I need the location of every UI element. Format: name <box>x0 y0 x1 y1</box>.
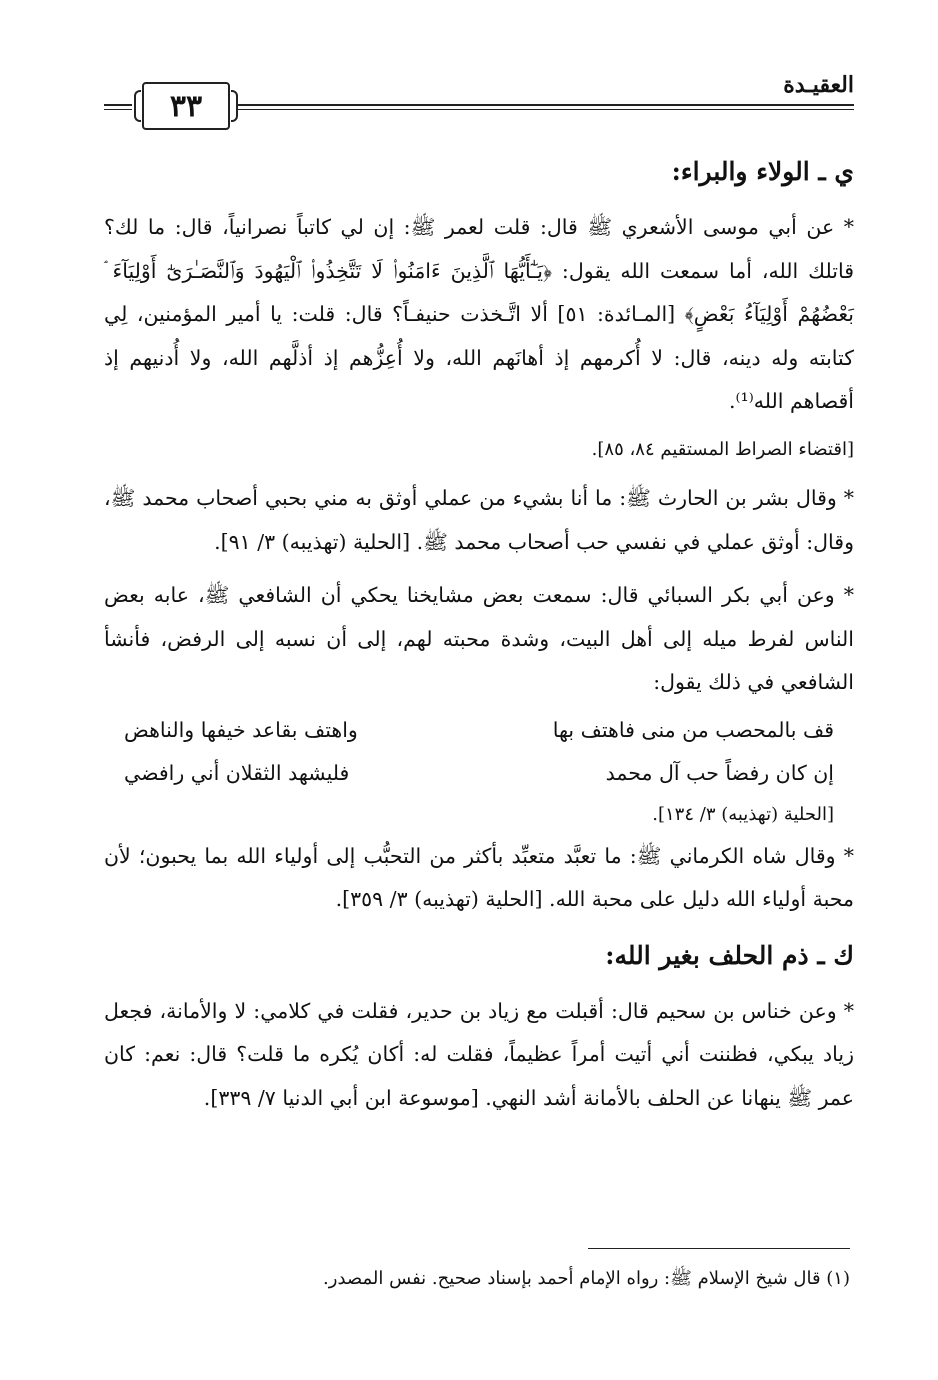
header-rule-left <box>104 104 132 106</box>
paragraph-karmani: * وقال شاه الكرماني ﷺ: ما تعبَّد متعبِّد بأكثر من التحبُّب إلى أولياء الله بما يحبون؛ لأن محبة أولياء الله دليل على محبة الله. [الحلية (تهذيبه) ٣/ ٣٥٩]. <box>104 843 854 911</box>
paragraph-khunas: * وعن خناس بن سحيم قال: أقبلت مع زياد بن حدير، فقلت في كلامي: لا والأمانة، فجعل زياد يبكي، فظننت أني أتيت أمراً عظيماً، فقلت له: أكان يُكره ما قلت؟ قال: نعم: كان عمر ﷺ ينهانا عن الحلف بالأمانة أشد النهي. [موسوعة ابن أبي الدنيا ٧/ ٣٣٩]. <box>104 998 854 1110</box>
header-rule-right-lower <box>236 109 854 110</box>
poem-verse <box>124 709 834 752</box>
poem-hemistich: إن كان رفضاً حب آل محمد <box>605 760 834 785</box>
poem-hemistich: قف بالمحصب من منى فاهتف بها <box>552 717 834 742</box>
header-rule-right <box>236 104 854 106</box>
poem-verse <box>124 752 834 795</box>
poem-hemistich: واهتف بقاعد خيفها والناهض <box>124 717 358 742</box>
paragraph-bishr: * وقال بشر بن الحارث ﷺ: ما أنا بشيء من عملي أوثق به مني بحبي أصحاب محمد ﷺ، وقال: أوثق عملي في نفسي حب أصحاب محمد ﷺ. [الحلية (تهذيبه) ٣/ ٩١]. <box>104 486 854 554</box>
header-rule-left-lower <box>104 109 132 110</box>
section-heading-oath: ك ـ ذم الحلف بغير الله: <box>605 940 854 970</box>
poem-source-reference: [الحلية (تهذيبه) ٣/ ١٣٤]. <box>652 803 834 825</box>
main-content <box>104 148 854 1124</box>
paragraph-shafii: * وعن أبي بكر السبائي قال: سمعت بعض مشايخنا يحكي أن الشافعي ﷺ، عابه بعض الناس لفرط ميله إلى أهل البيت، وشدة محبته لهم، إلى أن نسبه إلى الرفض، فأنشأ الشافعي في ذلك يقول: <box>104 583 854 694</box>
poem <box>104 709 854 795</box>
poem-hemistich: فليشهد الثقلان أني رافضي <box>124 760 350 785</box>
page-number: ٣٣ <box>169 88 203 124</box>
footnote-rule <box>588 1248 850 1249</box>
page-number-box <box>142 82 230 130</box>
source-reference: [اقتضاء الصراط المستقيم ٨٤، ٨٥]. <box>591 438 854 460</box>
footnote: (١) قال شيخ الإسلام ﷺ: رواه الإمام أحمد بإسناد صحيح. نفس المصدر. <box>323 1268 850 1289</box>
paragraph-abu-musa: * عن أبي موسى الأشعري ﷺ قال: قلت لعمر ﷺ: إن لي كاتباً نصرانياً، قال: ما لك؟ قاتلك الله، أما سمعت الله يقول: ﴿يَـٰٓأَيُّهَا ٱلَّذِينَ ءَامَنُوا۟ لَا تَتَّخِذُوا۟ ٱلْيَهُودَ وَٱلنَّصَـٰرَىٰٓ أَوْلِيَآءَ ۘ بَعْضُهُمْ أَوْلِيَآءُ بَعْضٍ﴾ [المـائدة: ٥١] ألا اتَّـخذت حنيفـاً؟ قال: قلت: يا أمير المؤمنين، لِي كتابته وله دينه، قال: لا أُكرمهم إذ أهانَهم الله، ولا أُعِزُّهم إذ أذلَّهم الله، ولا أُدنيهم إذ أقصاهم الله⁽¹⁾. <box>104 215 854 413</box>
section-heading-wala: ي ـ الولاء والبراء: <box>671 157 854 186</box>
header-title: العقيـدة <box>783 72 854 98</box>
